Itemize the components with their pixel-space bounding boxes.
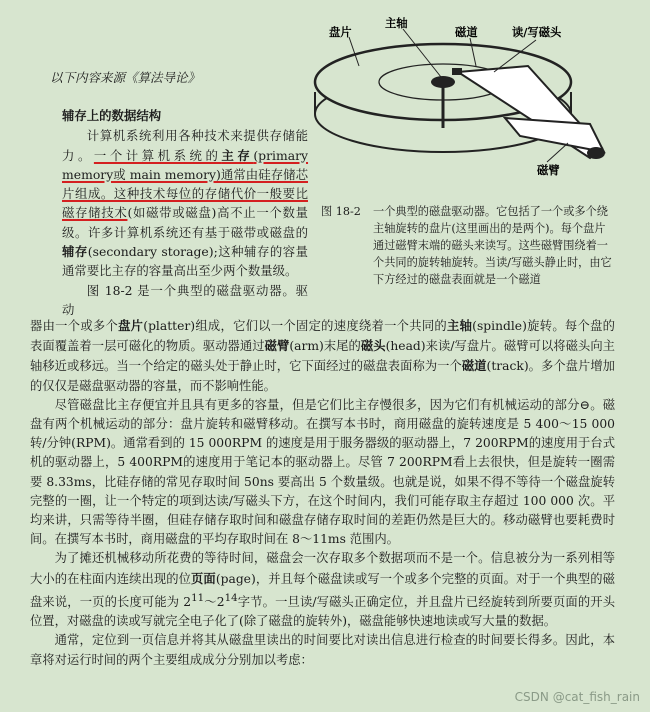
paragraph-text: 为了摊还机械移动所花费的等待时间，磁盘会一次存取多个数据项而不是一个。信息被分为一系列相等大小的在柱面内连续出现的位 bbox=[30, 551, 615, 586]
secondary-storage-term: 辅存 bbox=[62, 244, 88, 260]
paragraph-text: 字节。一旦读/写磁头正确定位，并且盘片已经旋转到所要页面的开头位置，对磁盘的读或写就完全电子化了(除了磁盘的旋转外)，磁盘能够快速地读或写大量的数据。 bbox=[30, 594, 616, 629]
exponent: 14 bbox=[224, 591, 238, 604]
paragraph-runtime: 通常，定位到一页信息并将其从磁盘里读出的时间要比对读出信息进行检查的时间要长得多。因此，本章将对运行时间的两个主要组成成分分别加以考虑： bbox=[30, 633, 615, 667]
term-head: 磁头 bbox=[360, 338, 386, 354]
term-platter: 盘片 bbox=[118, 318, 144, 333]
intro-text: (secondary storage);这种辅存的容量通常要比主存的容量高出至少两个数量级。 bbox=[62, 244, 309, 279]
paragraph-pages bbox=[30, 549, 615, 631]
label-platter: 盘片 bbox=[329, 25, 352, 39]
arm-pivot bbox=[587, 147, 605, 159]
intro-text: (如磁带或磁盘)高不止一个数量级。许多计算机系统还有基于磁带或磁盘的 bbox=[62, 205, 308, 240]
primary-memory-term: 主存 bbox=[221, 147, 254, 163]
paragraph-text: (spindle)旋转。每个盘的表面覆盖着一层可磁化的物质。驱动器通过 bbox=[30, 319, 615, 354]
paragraph-text: (page)，并且每个磁盘读或写一个或多个完整的页面。对于一个典型的磁盘来说，一页的长度可能为 2 bbox=[30, 571, 615, 609]
arm-leader bbox=[547, 143, 568, 162]
section-heading: 辅存上的数据结构 bbox=[62, 108, 162, 123]
paragraph-text: (arm)末尾的 bbox=[289, 339, 361, 354]
underlined-text-part: 一个计算机系统的 bbox=[93, 147, 222, 163]
label-track: 磁道 bbox=[455, 25, 478, 39]
paragraph-text: (track)。多个盘片增加的仅仅是磁盘驱动器的容量，而不影响性能。 bbox=[30, 359, 615, 393]
paragraph-text: 器由一个或多个 bbox=[30, 319, 119, 333]
source-note: 以下内容来源《算法导论》 bbox=[50, 70, 201, 85]
label-arm: 磁臂 bbox=[537, 163, 560, 177]
label-head: 读/写磁头 bbox=[512, 25, 562, 39]
term-arm: 磁臂 bbox=[264, 338, 290, 354]
intro-text: 计算机系统利用各种技术来提供存储能力。 bbox=[62, 128, 308, 163]
label-spindle: 主轴 bbox=[385, 16, 408, 30]
term-page: 页面 bbox=[191, 570, 216, 586]
paragraph-speed: 尽管磁盘比主存便宜并且具有更多的容量，但是它们比主存慢很多，因为它们有机械运动的部分⊖。磁盘有两个机械运动的部分：盘片旋转和磁臂移动。在撰写本书时，商用磁盘的旋转速度是 5 400～15 000 转/分钟(RPM)。通常看到的 15 000RPM 的速度是用于服务器级的驱动器上，7 200RPM的速度用于台式机的驱动器上，5 400RPM的速度用于笔记本的驱动器上。尽管 7 200RPM看上去很快，但是旋转一圈需要 8.33ms，比硅存储的常见存取时间 50ns 要高出 5 个数量级。也就是说，如果不得不等待一个磁盘旋转完整的一圈，让一个特定的项到达读/写磁头下方，在这个时间内，我们可能存取主存超过 100 000 次。平均来讲，只需等待半圈，但硅存储存取时间和磁盘存储存取时间的差距仍然是巨大的。移动磁臂也要耗费时间。在撰写本书时，商用磁盘的平均存取时间在 8～11ms 范围内。 bbox=[30, 397, 615, 547]
paragraph-platter bbox=[30, 316, 615, 396]
body-text bbox=[30, 316, 615, 670]
lower-arm bbox=[505, 118, 604, 152]
read-write-head bbox=[452, 68, 462, 75]
paragraph-text: (platter)组成，它们以一个固定的速度绕着一个共同的 bbox=[143, 319, 447, 333]
caption-text: 一个典型的磁盘驱动器。它包括了一个或多个绕主轴旋转的盘片(这里画出的是两个)。每个盘片通过磁臂末端的磁头来读写。这些磁臂围绕着一个共同的旋转轴旋转。当读/写磁头静止时，由它下方经过的磁盘表面就是一个磁道 bbox=[373, 205, 612, 286]
caption-number: 图 18-2 bbox=[321, 205, 361, 218]
term-spindle: 主轴 bbox=[447, 318, 473, 333]
figure-caption bbox=[321, 203, 613, 288]
paragraph-text: ～2 bbox=[204, 594, 225, 609]
term-track: 磁道 bbox=[461, 358, 487, 374]
watermark: CSDN @cat_fish_rain bbox=[514, 690, 640, 704]
underlined-text-part: (primary memory或 main memory)通常由硅存储芯片组成。这种技术每位的存储代价一般要比磁存储技术 bbox=[62, 147, 309, 221]
figure-reference: 图 18-2 是一个典型的磁盘驱动器。驱动 bbox=[62, 282, 308, 317]
exponent: 11 bbox=[191, 591, 205, 604]
paragraph-text: (head)来读/写盘片。磁臂可以将磁头向主轴移近或移远。当一个给定的磁头处于静止时，它下面经过的磁盘表面称为一个 bbox=[30, 339, 615, 374]
